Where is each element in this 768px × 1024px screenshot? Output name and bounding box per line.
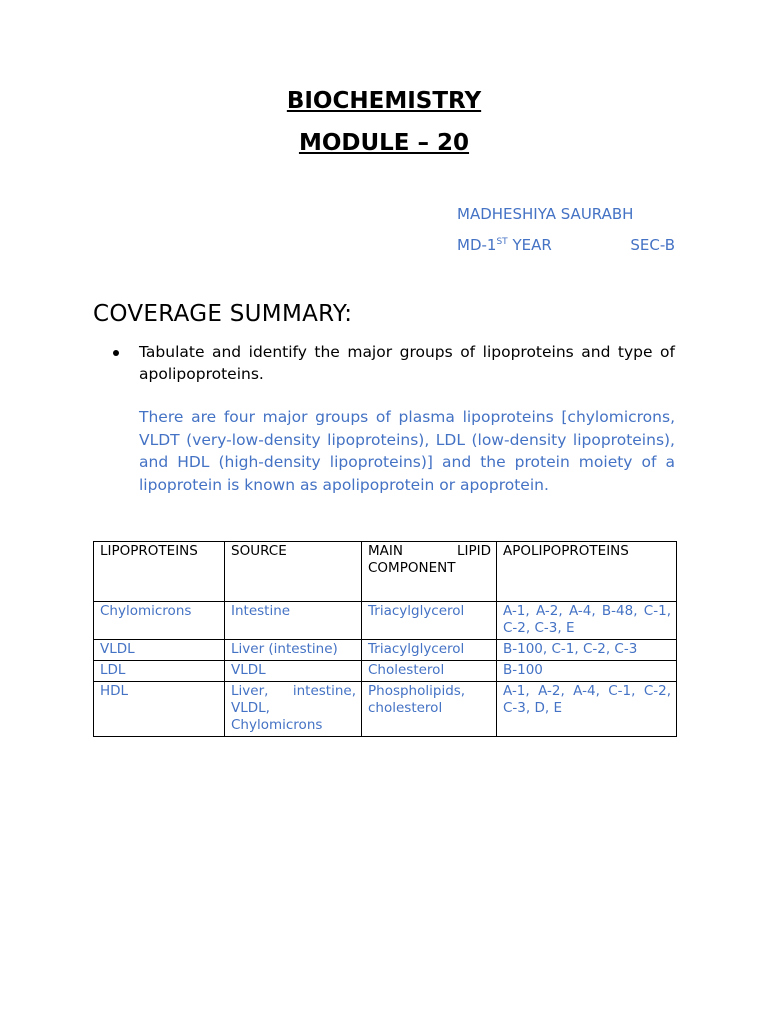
- header-lipoproteins: LIPOPROTEINS: [94, 542, 225, 602]
- document-title: BIOCHEMISTRY: [286, 88, 482, 114]
- author-year-section: [457, 236, 675, 254]
- lipoprotein-table: [93, 541, 677, 737]
- objective-text: Tabulate and identify the major groups of lipoproteins and type of apolipoproteins.: [139, 343, 675, 383]
- cell-lipoprotein: HDL: [94, 682, 225, 737]
- author-name: MADHESHIYA SAURABH: [457, 205, 634, 223]
- year-prefix: MD-1: [457, 236, 497, 254]
- table-row: [94, 602, 677, 640]
- objective-list: [93, 341, 675, 385]
- cell-lipid: Cholesterol: [362, 661, 497, 682]
- cell-source: Liver, intestine, VLDL, Chylomicrons: [225, 682, 362, 737]
- header-main-lipid-line1: [368, 543, 491, 560]
- cell-lipid: Triacylglycerol: [362, 640, 497, 661]
- coverage-heading: COVERAGE SUMMARY:: [93, 301, 353, 327]
- list-item: [93, 341, 675, 385]
- year-superscript: ST: [496, 237, 508, 247]
- summary-paragraph: There are four major groups of plasma lipoproteins [chylomicrons, VLDT (very-low-density lipoproteins), LDL (low-density lipoproteins), and HDL (high-density lipoproteins)] and the protein moiety of a lipoprotein is known as apolipoprotein or apoprotein.: [139, 408, 675, 494]
- header-main-lipid: [362, 542, 497, 602]
- cell-source: VLDL: [225, 661, 362, 682]
- cell-apolipoproteins: B-100, C-1, C-2, C-3: [497, 640, 677, 661]
- cell-apolipoproteins: A-1, A-2, A-4, C-1, C-2, C-3, D, E: [497, 682, 677, 737]
- cell-apolipoproteins: B-100: [497, 661, 677, 682]
- header-main-word: MAIN: [368, 543, 403, 559]
- cell-lipid: Phospholipids, cholesterol: [362, 682, 497, 737]
- header-source: SOURCE: [225, 542, 362, 602]
- cell-lipid: Triacylglycerol: [362, 602, 497, 640]
- header-component-word: COMPONENT: [368, 560, 456, 576]
- cell-lipoprotein: LDL: [94, 661, 225, 682]
- bullet-icon: [113, 350, 119, 356]
- header-lipid-word: LIPID: [456, 543, 491, 559]
- table-row: [94, 640, 677, 661]
- cell-source: Liver (intestine): [225, 640, 362, 661]
- table-row: [94, 661, 677, 682]
- module-title: MODULE – 20: [298, 130, 470, 156]
- cell-lipoprotein: VLDL: [94, 640, 225, 661]
- author-section: SEC-B: [630, 236, 675, 254]
- header-apolipoproteins: APOLIPOPROTEINS: [497, 542, 677, 602]
- year-suffix: YEAR: [507, 236, 552, 254]
- author-year: [457, 236, 552, 254]
- cell-lipoprotein: Chylomicrons: [94, 602, 225, 640]
- cell-source: Intestine: [225, 602, 362, 640]
- table-header-row: [94, 542, 677, 602]
- table-row: [94, 682, 677, 737]
- cell-apolipoproteins: A-1, A-2, A-4, B-48, C-1, C-2, C-3, E: [497, 602, 677, 640]
